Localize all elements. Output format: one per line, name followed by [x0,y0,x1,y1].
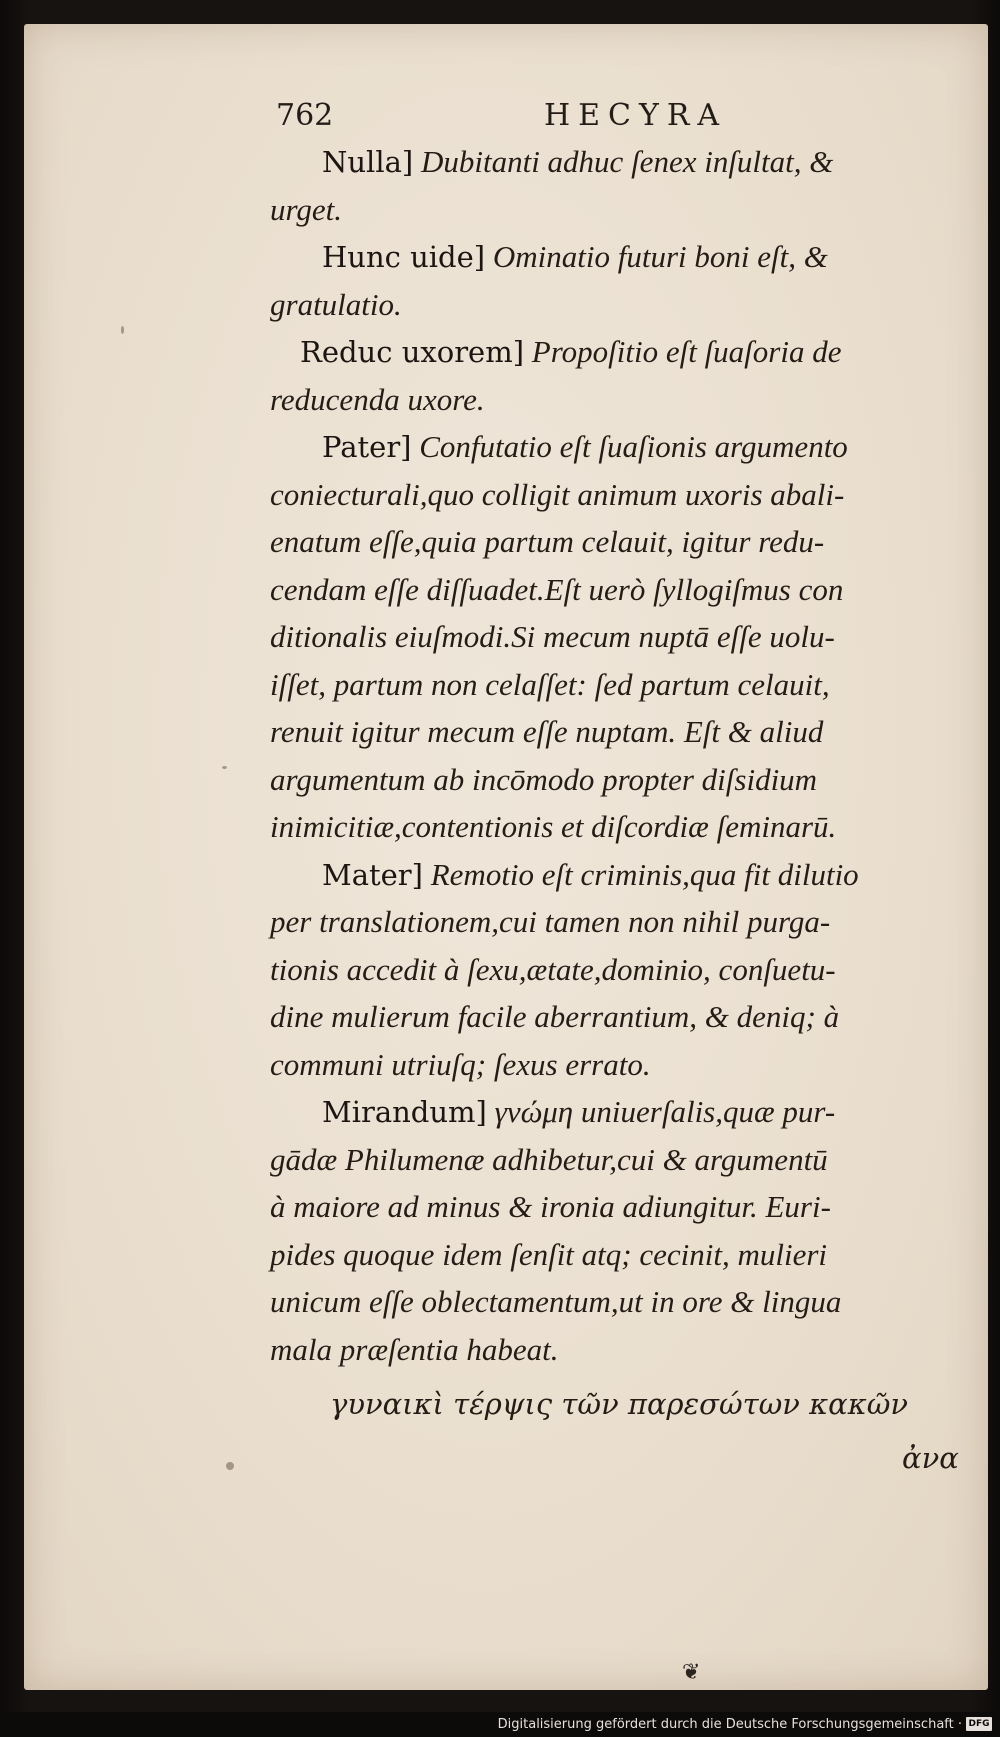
commentary: dine mulierum facile aberrantium, & deniq; à [270,999,840,1034]
commentary: γνώμη uniuerſalis,quæ pur- [486,1094,836,1129]
commentary: Ominatio futuri boni eſt, & [485,239,828,274]
text-line [270,376,960,424]
commentary: ditionalis eiuſmodi.Si mecum nuptā eſſe uolu- [270,619,835,654]
text-line [270,898,960,946]
text-line [270,328,960,376]
lemma: Nulla] [322,145,414,179]
commentary: reducenda uxore. [270,381,485,417]
text-line [270,993,960,1041]
text-line [270,1326,960,1374]
text-line [270,1278,960,1326]
lemma: Mater] [322,857,423,892]
commentary: gādæ Philumenæ adhibetur,cui & argumentū [270,1141,828,1177]
footer-credit: Digitalisierung gefördert durch die Deutsche Forschungsgemeinschaft · [497,1717,962,1732]
commentary: coniecturali,quo colligit animum uxoris abali- [270,476,845,512]
commentary: renuit igitur mecum eſſe nuptam. Eſt & aliud [270,714,824,749]
text-line [270,566,960,614]
commentary: Propoſitio eſt ſuaſoria de [524,334,842,369]
text-line [270,756,960,804]
greek-quote-line: γυναικὶ τέρψις τῶν παρεσώτων κακῶν [330,1387,909,1421]
text-line [270,661,960,709]
dfg-logo: DFG [966,1717,992,1731]
text-line [270,1231,960,1279]
paper-speck [222,766,227,769]
text-line [270,1088,960,1136]
commentary: tionis accedit à ſexu,ætate,dominio, conſuetu- [270,951,836,987]
commentary: iſſet, partum non celaſſet: ſed partum celauit, [270,666,830,702]
text-line [270,708,960,756]
commentary: mala præſentia habeat. [270,1331,559,1367]
text-line [270,186,960,234]
commentary: à maiore ad minus & ironia adiungitur. Euri- [270,1189,831,1224]
commentary-text [270,138,960,1485]
text-line [270,281,960,329]
commentary: enatum eſſe,quia partum celauit, igitur redu- [270,524,825,559]
text-line [270,138,960,186]
running-title: HECYRA [544,98,728,133]
ornament-icon: ❦ [682,1660,701,1685]
paper-speck [226,1462,234,1470]
greek-quote-catchword: ἀνα [902,1441,959,1475]
commentary: Remotio eſt criminis,qua fit dilutio [422,856,859,892]
lemma: Hunc uide] [322,240,486,274]
commentary: inimicitiæ,contentionis et diſcordiæ ſeminarū. [270,809,837,844]
lemma: Mirandum] [322,1095,487,1129]
text-line [270,946,960,994]
text-line [270,1183,960,1231]
text-line [270,471,960,519]
commentary: communi utriuſq; ſexus errato. [270,1046,651,1082]
commentary: argumentum ab incōmodo propter diſsidium [270,761,818,797]
commentary: pides quoque idem ſenſit atq; cecinit, mulieri [270,1236,828,1272]
text-line [270,851,960,899]
text-line [270,1041,960,1089]
lemma: Pater] [322,430,412,464]
commentary: Confutatio eſt ſuaſionis argumento [411,429,848,464]
commentary: cendam eſſe diſſuadet.Eſt uerò ſyllogiſmus con [270,571,844,607]
footer-bar [0,1712,1000,1737]
commentary: unicum eſſe oblectamentum,ut in ore & lingua [270,1284,842,1319]
text-line [270,1136,960,1184]
lemma: Reduc uxorem] [300,335,525,369]
text-line [270,233,960,281]
commentary: per translationem,cui tamen non nihil purga- [270,904,831,939]
text-line [270,518,960,566]
text-line [270,803,960,851]
page-number: 762 [276,98,334,133]
commentary: urget. [270,191,343,227]
text-line [270,613,960,661]
paper-speck [121,326,124,334]
commentary: gratulatio. [270,286,402,322]
text-line [270,423,960,471]
commentary: Dubitanti adhuc ſenex inſultat, & [413,144,834,179]
